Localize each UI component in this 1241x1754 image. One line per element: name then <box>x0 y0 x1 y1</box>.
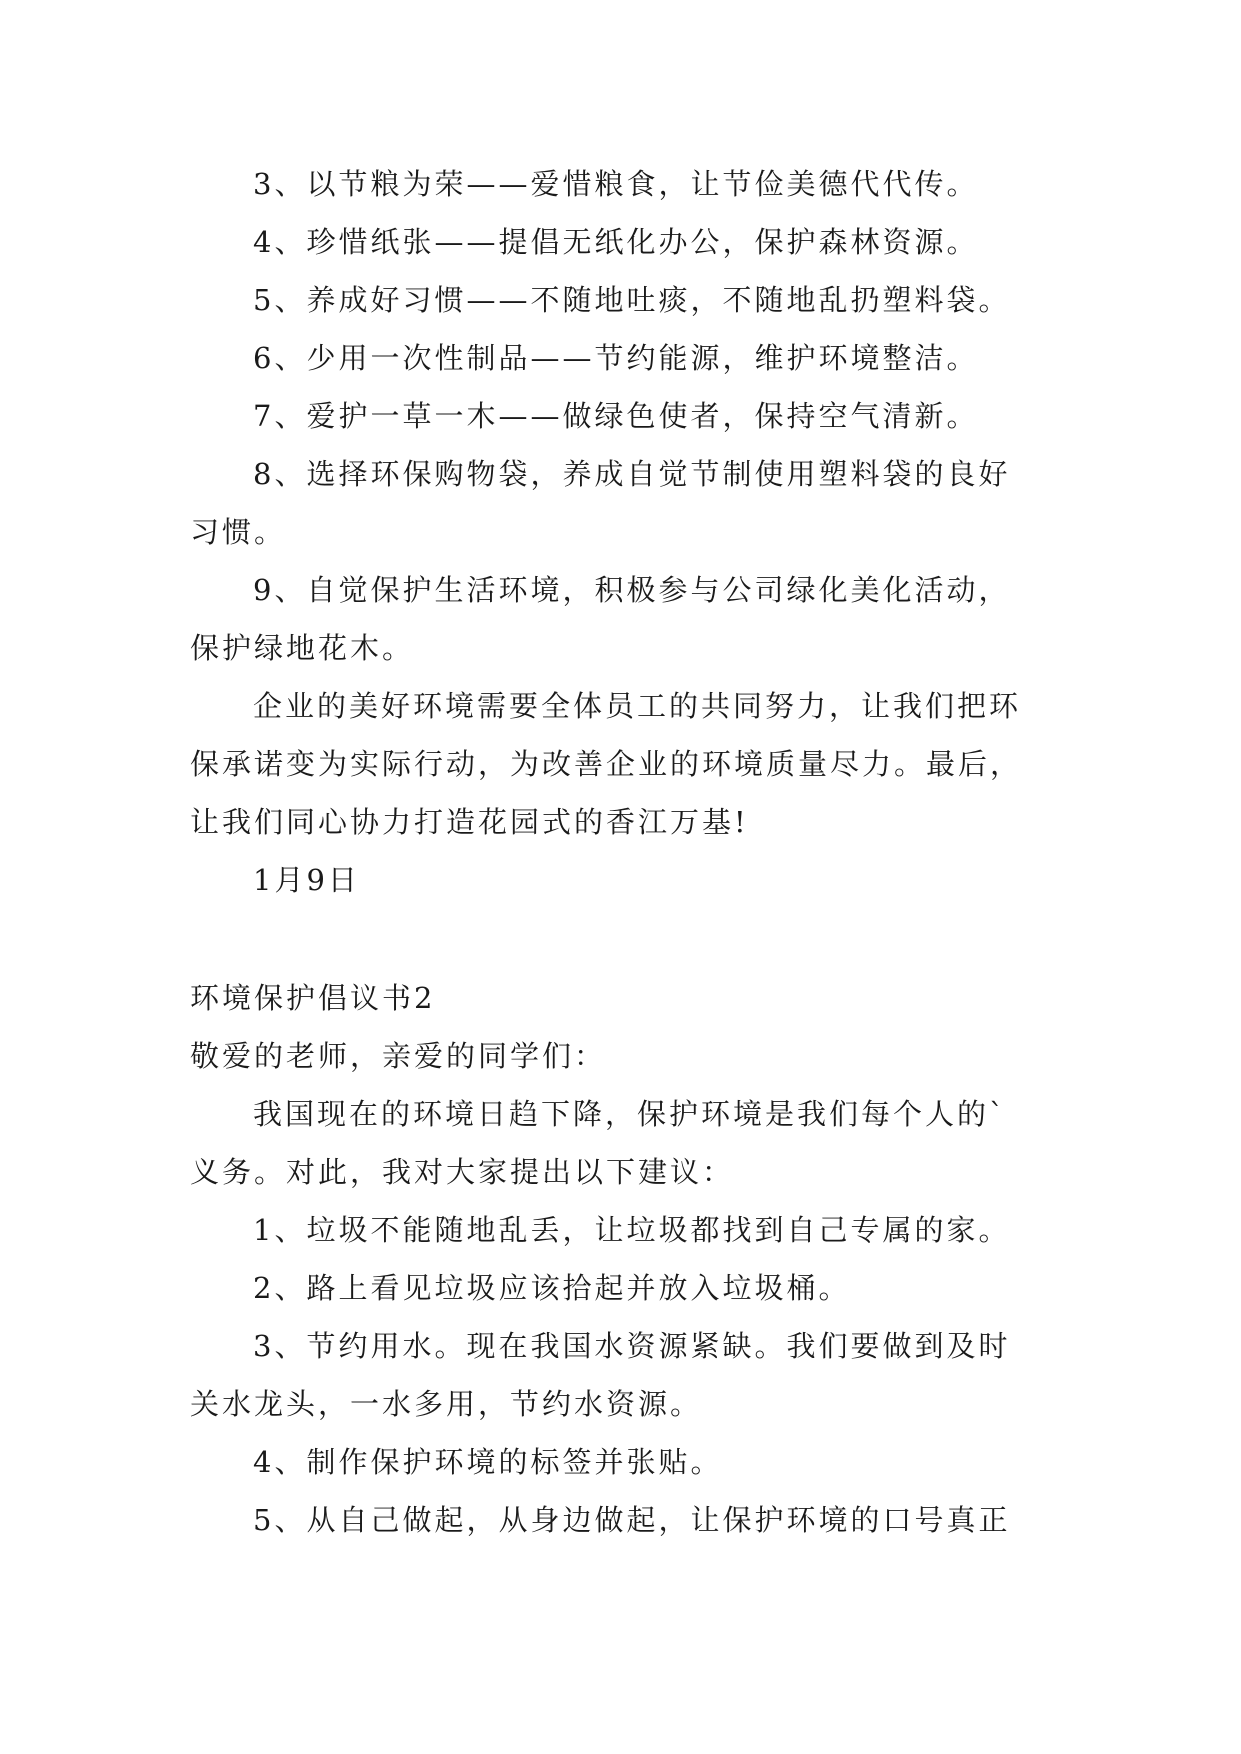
proposal-item-6: 6、少用一次性制品——节约能源，维护环境整洁。 <box>253 341 979 375</box>
intro-paragraph-line-1: 我国现在的环境日趋下降，保护环境是我们每个人的` <box>253 1097 1007 1131</box>
document-title: 环境保护倡议书2 <box>190 981 436 1015</box>
suggestion-item-2: 2、路上看见垃圾应该拾起并放入垃圾桶。 <box>253 1271 851 1305</box>
proposal-item-9: 9、自觉保护生活环境，积极参与公司绿化美化活动， <box>253 573 1011 607</box>
closing-paragraph-line-1: 企业的美好环境需要全体员工的共同努力，让我们把环 <box>253 689 1022 723</box>
closing-paragraph-line-3: 让我们同心协力打造花园式的香江万基! <box>190 805 749 839</box>
proposal-item-4: 4、珍惜纸张——提倡无纸化办公，保护森林资源。 <box>253 225 979 259</box>
intro-paragraph-line-2: 义务。对此，我对大家提出以下建议： <box>190 1155 735 1189</box>
closing-paragraph-line-2: 保承诺变为实际行动，为改善企业的环境质量尽力。最后， <box>190 747 1023 781</box>
proposal-item-3: 3、以节粮为荣——爱惜粮食，让节俭美德代代传。 <box>253 167 979 201</box>
suggestion-item-5: 5、从自己做起，从身边做起，让保护环境的口号真正 <box>253 1503 1011 1537</box>
suggestion-item-3-continued: 关水龙头，一水多用，节约水资源。 <box>190 1387 703 1421</box>
proposal-item-8-continued: 习惯。 <box>190 515 287 549</box>
proposal-item-8: 8、选择环保购物袋，养成自觉节制使用塑料袋的良好 <box>253 457 1011 491</box>
suggestion-item-4: 4、制作保护环境的标签并张贴。 <box>253 1445 723 1479</box>
suggestion-item-1: 1、垃圾不能随地乱丢，让垃圾都找到自己专属的家。 <box>253 1213 1011 1247</box>
proposal-item-5: 5、养成好习惯——不随地吐痰，不随地乱扔塑料袋。 <box>253 283 1011 317</box>
suggestion-item-3: 3、节约用水。现在我国水资源紧缺。我们要做到及时 <box>253 1329 1011 1363</box>
proposal-item-7: 7、爱护一草一木——做绿色使者，保持空气清新。 <box>253 399 979 433</box>
document-date: 1月9日 <box>253 863 360 897</box>
proposal-item-9-continued: 保护绿地花木。 <box>190 631 415 665</box>
salutation: 敬爱的老师，亲爱的同学们： <box>190 1039 607 1073</box>
